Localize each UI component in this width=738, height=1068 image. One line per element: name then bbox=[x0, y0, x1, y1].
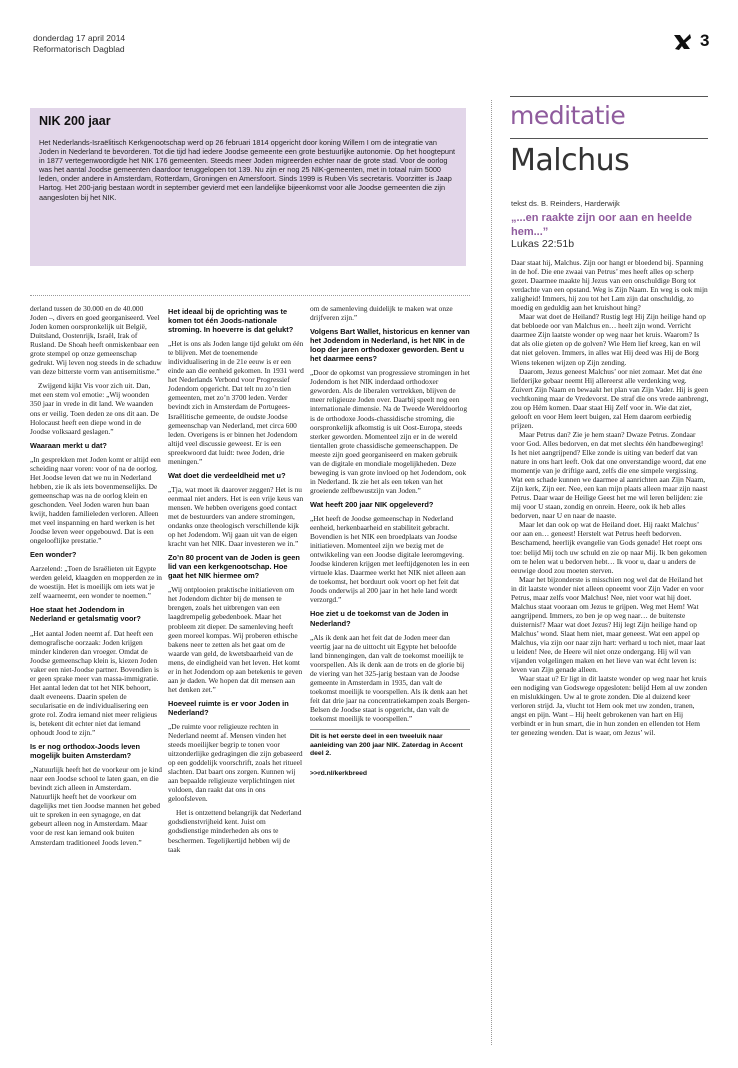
meditation-reference: Lukas 22:51b bbox=[511, 238, 575, 250]
info-box bbox=[30, 108, 466, 266]
meditation-title: Malchus bbox=[510, 143, 630, 178]
interview-question: Een wonder? bbox=[30, 550, 77, 560]
article-column-3 bbox=[310, 304, 470, 778]
article-paragraph: om de samenleving duidelijk te maken wat onze drijfveren zijn.” bbox=[310, 304, 453, 323]
article-paragraph: „Als ik denk aan het feit dat de Joden meer dan veertig jaar na de uittocht uit Egypte het beloofde land binnengingen, dan valt de toekomst moeilijk te voorspellen. Als ik denk aan de trots en de glorie bij de viering van het 325-jarig bestaan van de Joodse gemeente in Amsterdam in 1935, dan valt de toekomst moeilijk te voorspellen. Als ik denk aan het feit dat drie jaar na concentratiekampen zoals Bergen-Belsen de Joodse staat is opgericht, dan valt de toekomst moeilijk te voorspellen.” bbox=[310, 632, 470, 723]
interview-question: Het ideaal bij de oprichting was te komen tot één Joods-nationale stroming. In hoeverre is dat gelukt? bbox=[168, 307, 294, 335]
article-paragraph: Aarzelend: „Toen de Israëlieten uit Egypte werden geleid, klaagden en mopperden ze in de woestijn. Het is moeilijk om iets wat je zelf waarneemt, een wonder te noemen.” bbox=[30, 564, 162, 601]
article-paragraph: „In gesprekken met Joden komt er altijd een scheiding naar voren: voor of na de oorlog. Het Joodse leven dat we nu in Nederland hebben, zie ik als iets bovenmenselijks. De gemeenschap was na de oorlog klein en geschonden. Veel Joden waren hun baan kwijt, hadden familieleden verloren. Alleen met veel inspanning en hard werken is het Joodse leven weer opgebouwd. Dat is een ongelooflijke prestatie.” bbox=[30, 454, 161, 546]
interview-question: Hoe ziet u de toekomst van de Joden in Nederland? bbox=[310, 609, 449, 628]
article-paragraph: „Door de opkomst van progressieve stromingen in het Jodendom is het NIK inderdaad orthodoxer geworden. Als de liberalen vertrekken, blijven de meer religieuze Joden over. Daarbij speelt nog een internationale dimensie. Na de Tweede Wereldoorlog is de orthodoxe Joods-chassidische stroming, die oorspronkelijk afkomstig is uit Oost-Europa, steeds sterker geworden. Momenteel zijn er in de wereld tientallen grote chassidische gemeenschappen. De meeste zijn goed georganiseerd en maken gebruik van de digitale en mondiale mogelijkheden. Deze beweging is van grote invloed op het Jodendom, ook in Nederland. Ik zie het als een teken van het groeiende zelfbewustzijn van Joden.” bbox=[310, 368, 470, 495]
meditation-author: tekst ds. B. Reinders, Harderwijk bbox=[511, 199, 620, 208]
meditation-paragraph: Maar wat doet de Heiland? Rustig legt Hij Zijn heilige hand op dat bebloede oor van Malchus en… heelt zijn wond. Verricht daarmee Zijn laatste wonder op weg naar het kruis. Waarom? Is dat als olie gieten op de golven? Wie Hem lief kreeg, kan en wil dat niet geloven. Immers, in alles wat Hij deed was Hij de Borg Wiens tekenen wijzen op Zijn zending. bbox=[511, 312, 706, 367]
interview-question: Hoeveel ruimte is er voor Joden in Nederland? bbox=[168, 698, 289, 717]
header-info bbox=[33, 33, 125, 55]
meditation-top-rule bbox=[510, 96, 708, 97]
section-divider bbox=[30, 295, 470, 296]
article-paragraph: „Wij ontplooien praktische initiatieven om het Jodendom dichter bij de mensen te brengen, zoals het uitbrengen van een laagdrempelig gebedenboek. Maar het probleem zit dieper. De samenleving heeft geen moreel kompas. Wij proberen ethische bakens neer te zetten als het gaat om de waarde van geld, de kwetsbaarheid van de mens, de eindigheid van het leven. Het komt er in het Jodendom op aan betekenis te geven aan je daden. We hopen dat dit mensen aan het denken zet.” bbox=[168, 585, 303, 694]
newspaper-logo-icon bbox=[672, 32, 692, 52]
meditation-paragraph: Maar Petrus dan? Zie je hem staan? Dwaze Petrus. Zondaar voor God. Alles bedorven, en dat met slechts één handbeweging! Is het niet aangrijpend? Elke zonde is uiting van bederf dat van nature in ons hart leeft. Ook dat one onverstandige woord, dat ene momentje van je driftige aard, zelfs die ene simpele vergissing. Wat een schade kunnen we daarmee al aanrichten aan Zijn Naam, Zijn kerk, Zijn eer. Nee, een kan mijn plaats alleen maar zijn naast Petrus. Daar waar de Heilige Geest het me wil leren belijden: zie mij voor U staan, zondig en onrein. Heere, ook ik heb alles bedorven, naar U en naar de naaste. bbox=[511, 429, 708, 521]
meditation-paragraph: Daar staat hij, Malchus. Zijn oor hangt er bloedend bij. Spanning in de hof. Die ene zwaai van Petrus’ mes heeft alles op scherp gezet. Daarmee maakte hij Jezus van een onschuldige Borg tot verdachte van een opstand. Weg is Zijn Naam. En weg is ook mijn zaligheid! Immers, hij zou tot het Lam zijn dat onschuldig, zo moedig en geduldig aan het kruishout hing? bbox=[511, 258, 708, 313]
article-paragraph: Het is ontzettend belangrijk dat Nederland godsdienstvrijheid kent. Juist om godsdienstige minderheden als ons te beschermen. Tegelijkertijd hebben wij de taak bbox=[168, 808, 302, 854]
interview-question: Waaraan merkt u dat? bbox=[30, 440, 107, 450]
article-paragraph: derland tussen de 30.000 en de 40.000 Joden –, divers en goed georganiseerd. Veel Joden komen oorspronkelijk uit België, Duitsland, Oostenrijk, Israël, Irak of Rusland. De Shoah heeft onmiskenbaar een grote stempel op onze gemeenschap gedrukt. Wij leven nog steeds in de schaduw van deze bitterste vorm van antisemitisme.” bbox=[30, 304, 162, 377]
article-paragraph: „Het is ons als Joden lange tijd gelukt om één te blijven. Met de toenemende individualisering in de 21e eeuw is er een einde aan die eenheid gekomen. In 1931 werd het Nederlands Verbond voor Progressief Jodendom opgericht. Dat telt nu zo’n tien gemeenten, met zo’n 3700 leden. Verder bevindt zich in Amsterdam de Portugees-Israëlitische gemeente, de oudste Joodse gemeenschap van Nederland, met circa 600 leden. Overigens is er binnen het Jodendom altijd veel discussie geweest. Er is een spreekwoord dat luidt: twee Joden, drie meningen.” bbox=[168, 339, 304, 466]
page-number: 3 bbox=[700, 31, 710, 50]
website-link[interactable]: >>rd.nl/kerkbreed bbox=[310, 769, 368, 777]
article-column-3-body bbox=[310, 304, 470, 723]
issue-date: donderdag 17 april 2014 bbox=[33, 33, 126, 43]
meditation-paragraph: Maar het bijzonderste is misschien nog wel dat de Heiland het in dit laatste wonder niet alleen opneemt voor Zijn Vader en voor Petrus, maar zelfs voor Malchus! Nee, niet voor wat hij doet. Malchus staat vooraan om Jezus te grijpen. Weg met Hem! Wat aangrijpend. Immers, zo ben je op weg naar… de buitenste duisternis!? Maar wat doet Jezus? Hij legt Zijn heilige hand op Malchus’ wond. Slaat hem niet, maar geneest. Wat een appel op Malchus, via zijn oor naar zijn hart: verhard u toch niet, maar laat u leiden! Nee, de Heere wil niet onze ondergang. Hij wil van vijanden volgelingen maken en het lieve van wat écht leven is: leven van Zijn genade alleen. bbox=[511, 574, 706, 675]
column-divider bbox=[491, 100, 492, 1045]
meditation-paragraph: Daarom, Jezus geneest Malchus’ oor niet zomaar. Met dat éne liefderijke gebaar neemt Hij allereerst alle verdenking weg. Zuivert Zijn Naam en bewaakt het plan van Zijn Vader. Hij is geen vechtkoning maar de Vredevorst. De straf die ons vrede aanbrengt, zou op Hém komen. Daar staat Hij Zelf voor in. Wie dat ziet, gelooft en voor Hem leert buigen, zal Hem daarom eerbiedig prijzen. bbox=[511, 366, 709, 430]
interview-question: Wat heeft 200 jaar NIK opgeleverd? bbox=[310, 499, 434, 509]
interview-question: Volgens Bart Wallet, historicus en kenner van het Jodendom in Nederland, is het NIK in de loop der jaren orthodoxer geworden. Bent u het daarmee eens? bbox=[310, 327, 470, 364]
article-paragraph: „Het aantal Joden neemt af. Dat heeft een demografische oorzaak: Joden krijgen minder kinderen dan vroeger. Omdat de Joodse gemeenschap klein is, kiezen Joden vaker een niet-Joodse partner. Bovendien is er geen sprake meer van massa-immigratie. Het aantal leden dat tot het NIK behoort, daalt eveneens. Daarin spelen de secularisatie en de individualisering een grote rol. Zodra iemand niet meer religieus is, betekent dit echter niet dat iemand ophoudt Jood te zijn.” bbox=[30, 628, 159, 738]
info-box-text: Het Nederlands-Israëlitisch Kerkgenootschap werd op 26 februari 1814 opgericht door koning Willem I om de integratie van Joden in Nederland te bevorderen. Tot die tijd had iedere Joodse gemeente een grote bestuurlijke autonomie. Op het hoogtepunt in 1877 vertegenwoordigde het NIK 176 gemeenten. Steeds meer Joden migreerden echter naar de grote stad. Voor de oorlog was het aantal Joodse gemeenten daardoor teruggelopen tot 139. Nu zijn er nog 25 NIK-gemeenten, met in totaal ruim 5000 leden, onder andere in Amsterdam, Rotterdam, Groningen en Amersfoort. Sinds 1999 is Ruben Vis secretaris. Voorzitter is Jaap Hartog. Het 200-jarig bestaan wordt in september gevierd met een landelijke bijeenkomst voor alle Joodse gemeenten die zijn aangesloten bij het NIK. bbox=[39, 138, 456, 202]
newspaper-name: Reformatorisch Dagblad bbox=[33, 44, 125, 54]
interview-question: Wat doet die verdeeldheid met u? bbox=[168, 470, 286, 480]
article-paragraph: Zwijgend kijkt Vis voor zich uit. Dan, met een stem vol emotie: „Wij woonden 350 jaar in vrede in dit land. We waanden ons er veilig. Toen deden ze ons dit aan. De Holocaust heeft een diepe wond in de Joodse volksaard geslagen.” bbox=[30, 381, 159, 436]
interview-question: Zo’n 80 procent van de Joden is geen lid van een kerkgenootschap. Hoe gaat het NIK hiermee om? bbox=[168, 553, 300, 581]
meditation-text bbox=[511, 258, 709, 737]
meditation-paragraph: Waar staat u? Er ligt in dit laatste wonder op weg naar het kruis een nodiging van Godswege opgesloten: belijd Hem al uw zonden en mislukkingen. Uw al te grote zonden. Die al duizend keer verloren strijd. Ja, vlucht tot Hem ook met uw zonden, tranen, angst en pijn. Want – Hij heelt gebrokenen van hart en Hij verbindt er in hun smart, die in hun zonden en ellenden tot Hem ter genezing wenden. Dat is waar, om Jezus’ wil. bbox=[511, 674, 708, 738]
interview-question: Is er nog orthodox-Joods leven mogelijk buiten Amsterdam? bbox=[30, 742, 141, 761]
interview-question: Hoe staat het Jodendom in Nederland er getalsmatig voor? bbox=[30, 605, 141, 624]
info-box-title: NIK 200 jaar bbox=[39, 114, 111, 128]
meditation-rule bbox=[510, 138, 708, 139]
article-paragraph: „Natuurlijk heeft het de voorkeur om je kind naar een Joodse school te laten gaan, en die bevindt zich alleen in Amsterdam. Natuurlijk heeft het de voorkeur om dagelijks met tien Joodse mannen het gebed uit te spreken in een synagoge, en dat gebeurt alleen nog in Amsterdam. Maar voor de rest kan iemand ook buiten Amsterdam traditioneel Joods leven.” bbox=[30, 765, 162, 847]
article-column-2 bbox=[168, 304, 304, 859]
article-paragraph: „Tja, wat moet ik daarover zeggen? Het is nu eenmaal niet anders. Het is een vrije keus van mensen. We hebben overigens goed contact met de bestuurders van andere stromingen, ondanks onze theologisch verschillende kijk op het Jodendom. Wij gaan uit van de eigen kracht van het NIK. Daar investeren we in.” bbox=[168, 484, 304, 549]
article-paragraph: „De ruimte voor religieuze rechten in Nederland neemt af. Mensen vinden het steeds moeilijker begrip te tonen voor uitzonderlijke gedragingen die zijn gebaseerd op een goddelijk voorschrift, zoals het ritueel slachten. Dat baart ons zorgen. Kunnen wij aan bepaalde religieuze verplichtingen niet voldoen, dan raakt dat ons in ons geloofsleven. bbox=[168, 721, 303, 804]
article-column-1 bbox=[30, 304, 162, 852]
meditation-label: meditatie bbox=[510, 101, 626, 130]
article-footnote: Dit is het eerste deel in een tweeluik naar aanleiding van 200 jaar NIK. Zaterdag in Accent deel 2. bbox=[310, 729, 470, 759]
meditation-quote: „...en raakte zijn oor aan en heelde hem...” bbox=[511, 212, 692, 238]
meditation-paragraph: Maar let dan ook op wat de Heiland doet. Hij raakt Malchus’ oor aan en… geneest! Herstelt wat Petrus heeft bedorven. Beschamend, heerlijk evangelie van Gods genade! Het roept ons toe: belijd Mij toch uw schuld en zie op naar Mij. Ik ben gekomen om te helen wat u bedorven hebt… Ik voor u, daar u anders de eeuwige dood zou moeten sterven. bbox=[511, 520, 707, 575]
article-paragraph: „Het heeft de Joodse gemeenschap in Nederland eenheid, herkenbaarheid en stabiliteit gebracht. Bovendien is het NIK een broedplaats van Joodse initiatieven. Momenteel zijn we bezig met de ontwikkeling van een Joodse digitale leeromgeving. Joodse kinderen krijgen met leeftijdgenoten les in een virtuele klas. Daarmee werkt het NIK niet alleen aan de toekomst, het borduurt ook voort op het feit dat Joods onderwijs al 200 jaar in het hele land wordt verzorgd.” bbox=[310, 513, 470, 605]
